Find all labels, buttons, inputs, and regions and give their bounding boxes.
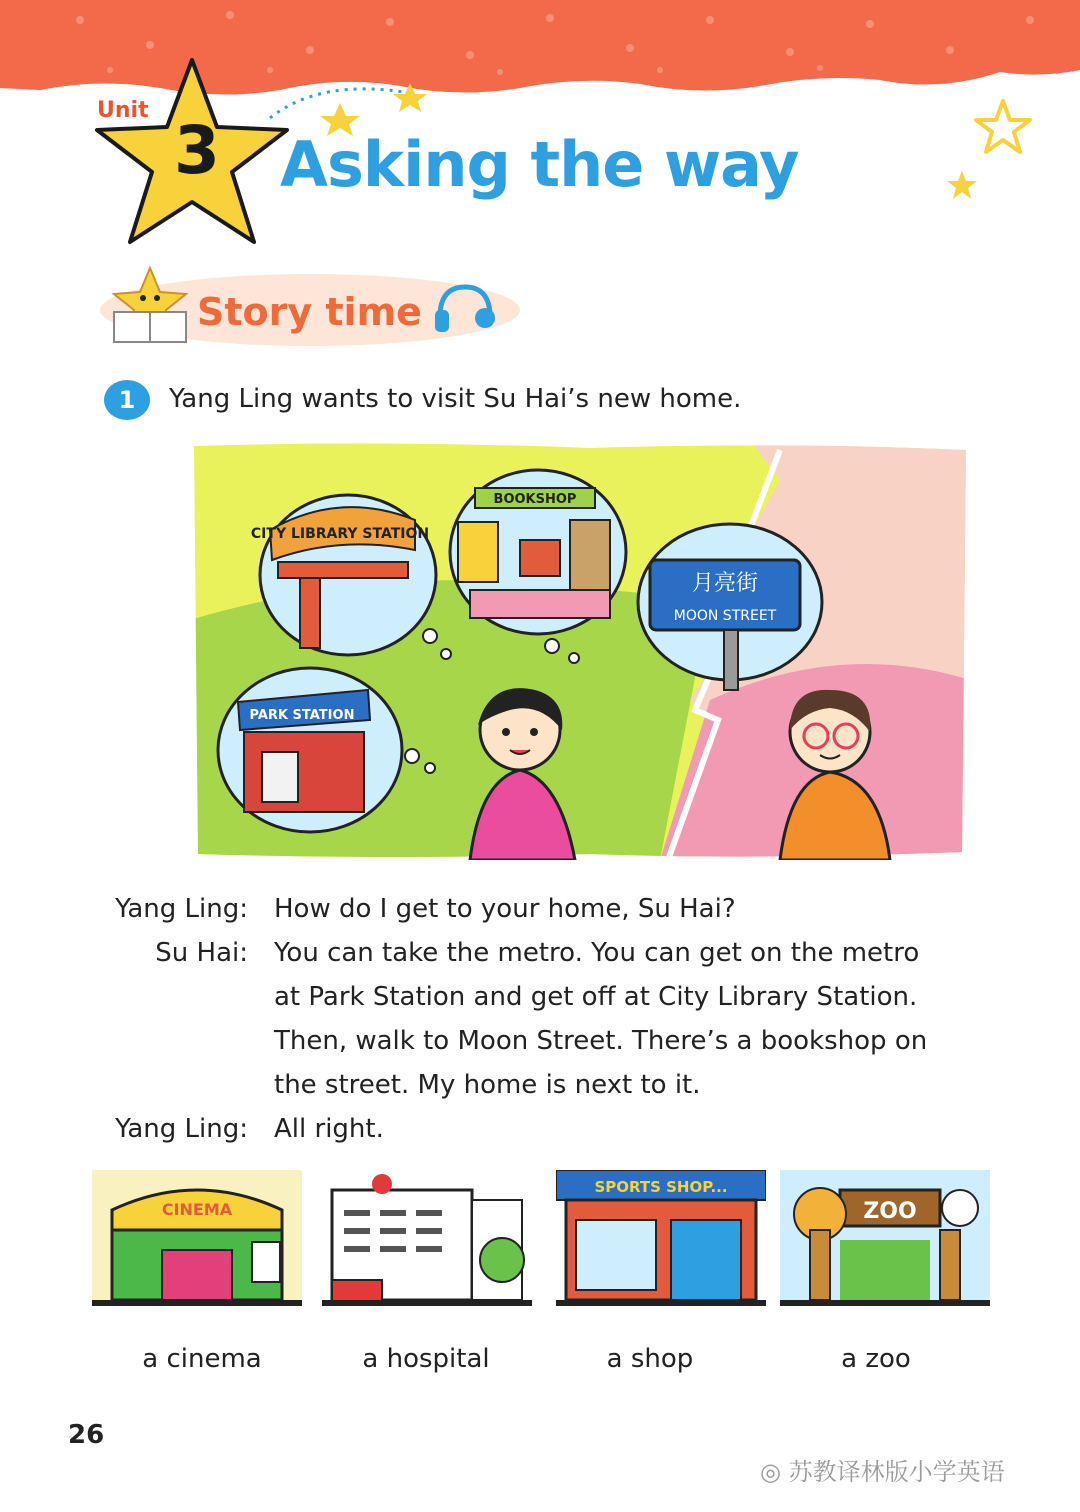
- dialogue-line: How do I get to your home, Su Hai?: [274, 894, 736, 924]
- dialogue-line: the street. My home is next to it.: [274, 1070, 701, 1100]
- dialogue-line: All right.: [274, 1114, 384, 1144]
- speaker-yang-ling: Yang Ling:: [115, 1114, 248, 1144]
- cinema-sign: CINEMA: [161, 1200, 233, 1219]
- wechat-icon: ◎: [760, 1458, 789, 1486]
- bookshop-sign: BOOKSHOP: [493, 492, 577, 507]
- section-title: Story time: [197, 290, 422, 334]
- story-illustration: [190, 440, 970, 860]
- zoo-picture: [780, 1170, 990, 1320]
- page-number: 26: [68, 1420, 105, 1450]
- vocab-label-hospital: a hospital: [362, 1344, 490, 1374]
- dialogue-line: You can take the metro. You can get on the metro: [274, 938, 920, 968]
- sports-shop-sign: SPORTS SHOP...: [594, 1178, 728, 1196]
- cinema-picture: [92, 1170, 302, 1320]
- story-number-badge: 1: [104, 380, 150, 420]
- moon-street-sign: MOON STREET: [673, 608, 777, 624]
- dialogue-line: at Park Station and get off at City Library Station.: [274, 982, 918, 1012]
- small-star-icon: [946, 170, 978, 200]
- speaker-su-hai: Su Hai:: [155, 938, 248, 968]
- dialogue-line: Then, walk to Moon Street. There’s a bookshop on: [274, 1026, 928, 1056]
- vocab-label-shop: a shop: [606, 1344, 694, 1374]
- speaker-yang-ling: Yang Ling:: [115, 894, 248, 924]
- outline-star-icon: [972, 98, 1034, 156]
- park-station-sign: PARK STATION: [249, 708, 355, 723]
- watermark: [760, 1452, 1005, 1487]
- page-title: Asking the way: [280, 128, 799, 201]
- hospital-picture: [322, 1170, 532, 1320]
- unit-label: Unit: [97, 98, 149, 123]
- unit-number: 3: [174, 112, 220, 189]
- vocab-label-cinema: a cinema: [142, 1344, 262, 1374]
- vocab-label-zoo: a zoo: [841, 1344, 911, 1374]
- city-library-sign: CITY LIBRARY STATION: [250, 526, 430, 542]
- moon-street-chinese-sign: 月亮街: [691, 571, 759, 596]
- watermark-text: 苏教译林版小学英语: [788, 1458, 1005, 1486]
- zoo-sign: ZOO: [863, 1199, 917, 1224]
- story-intro: Yang Ling wants to visit Su Hai’s new home.: [169, 384, 742, 414]
- shop-picture: [556, 1170, 766, 1320]
